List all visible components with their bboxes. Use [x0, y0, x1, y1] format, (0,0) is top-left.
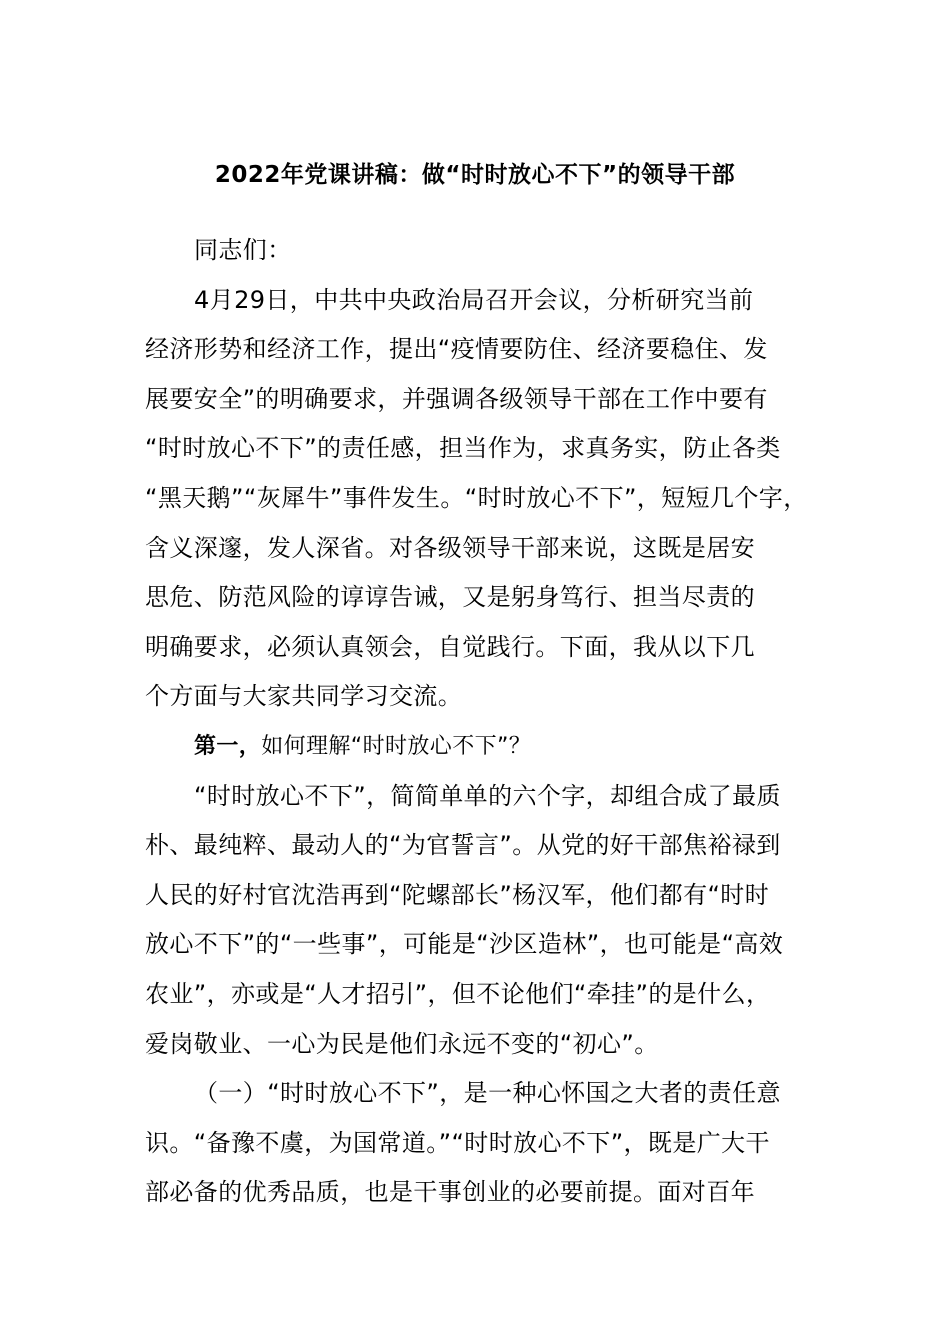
section-heading-lead: 第一，: [194, 733, 262, 759]
paragraph-line: 经济形势和经济工作，提出“疫情要防住、经济要稳住、发: [145, 335, 768, 364]
paragraph-line: 明确要求，必须认真领会，自觉践行。下面，我从以下几: [145, 632, 755, 661]
paragraph-line: （一）“时时放心不下”，是一种心怀国之大者的责任意: [194, 1079, 781, 1108]
paragraph-line: “时时放心不下”的责任感，担当作为，求真务实，防止各类: [145, 434, 781, 463]
paragraph-line: “时时放心不下”，简简单单的六个字，却组合成了最质: [194, 781, 781, 810]
paragraph-line: 展要安全”的明确要求，并强调各级领导干部在工作中要有: [145, 384, 768, 413]
paragraph-line: 同志们：: [194, 236, 292, 264]
paragraph-line: “黑天鹅”“灰犀牛”事件发生。“时时放心不下”，短短几个字，: [145, 483, 808, 512]
paragraph-line: 放心不下”的“一些事”，可能是“沙区造林”，也可能是“高效: [145, 930, 784, 959]
paragraph-line: 人民的好村官沈浩再到“陀螺部长”杨汉军，他们都有“时时: [145, 880, 770, 909]
section-heading: [145, 722, 815, 772]
document-body: [145, 226, 815, 1218]
paragraph-line: 部必备的优秀品质，也是干事创业的必要前提。面对百年: [145, 1178, 755, 1207]
paragraph-line: 识。“备豫不虞，为国常道。”“时时放心不下”，既是广大干: [145, 1128, 770, 1157]
paragraph-line: 个方面与大家共同学习交流。: [145, 682, 463, 711]
document-title: 2022年党课讲稿：做“时时放心不下”的领导干部: [214, 162, 736, 188]
paragraph-line: 思危、防范风险的谆谆告诫，又是躬身笃行、担当尽责的: [145, 583, 755, 612]
paragraph-line: 4月29日，中共中央政治局召开会议，分析研究当前: [194, 285, 754, 314]
paragraph-line: 含义深邃，发人深省。对各级领导干部来说，这既是居安: [145, 533, 755, 562]
paragraph-line: 农业”，亦或是“人才招引”，但不论他们“牵挂”的是什么，: [145, 979, 771, 1008]
paragraph-line: 朴、最纯粹、最动人的“为官誓言”。从党的好干部焦裕禄到: [145, 831, 781, 860]
section-heading-text: 如何理解“时时放心不下”？: [261, 733, 532, 759]
paragraph-line: 爱岗敬业、一心为民是他们永远不变的“初心”。: [145, 1029, 659, 1058]
